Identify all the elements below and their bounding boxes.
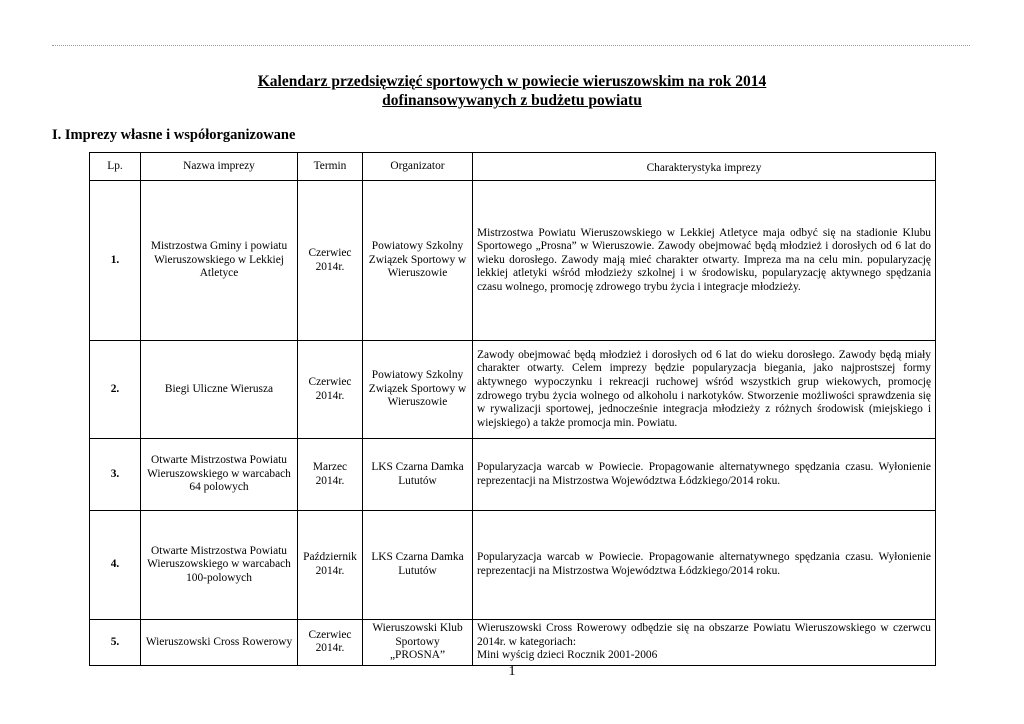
description-line: Wieruszowski Cross Rowerowy odbędzie się na obszarze Powiatu Wieruszowskiego w czerwcu 2014r. w kategoriach:: [477, 622, 931, 648]
row-organizator: LKS Czarna Damka Lututów: [363, 439, 473, 511]
row-organizator: Wieruszowski Klub Sportowy „PROSNA”: [363, 620, 473, 666]
row-description: [473, 620, 936, 666]
row-lp: 3.: [90, 439, 141, 511]
row-description: Zawody obejmować będą młodzież i dorosłych od 6 lat do wieku dorosłego. Zawody będą miały charakter otwarty. Celem imprezy będzie popularyzacja biegania, jako najprostszej formy aktywnego wypoczynku i rekreacji ruchowej wśród wszystkich grup wiekowych, promocję zdrowego trybu życia wolnego od alkoholu i narkotyków. Stworzenie możliwości sprawdzenia się w rywalizacji sportowej, jednocześnie integracja młodzieży z różnych środowisk (miejskiego i wiejskiego) a także promocja min. Powiatu.: [473, 341, 936, 439]
row-lp: 4.: [90, 511, 141, 620]
row-termin: Czerwiec 2014r.: [298, 620, 363, 666]
section-heading: I. Imprezy własne i współorganizowane: [52, 127, 296, 143]
table-row: [90, 511, 936, 620]
header-nazwa: Nazwa imprezy: [141, 153, 298, 181]
table-header-row: [90, 153, 936, 181]
title-line-1: Kalendarz przedsięwzięć sportowych w powiecie wieruszowskim na rok 2014: [257, 73, 767, 90]
row-lp: 2.: [90, 341, 141, 439]
row-description: Popularyzacja warcab w Powiecie. Propagowanie alternatywnego spędzania czasu. Wyłonienie reprezentacji na Mistrzostwa Województwa Łódzkiego/2014 roku.: [473, 439, 936, 511]
events-table: [89, 152, 936, 666]
row-name: Mistrzostwa Gminy i powiatu Wieruszowskiego w Lekkiej Atletyce: [141, 181, 298, 341]
row-name: Wieruszowski Cross Rowerowy: [141, 620, 298, 666]
row-termin: Czerwiec 2014r.: [298, 341, 363, 439]
row-description: Mistrzostwa Powiatu Wieruszowskiego w Lekkiej Atletyce maja odbyć się na stadionie Klubu Sportowego „Prosna” w Wieruszowie. Zawody obejmować będą młodzież i dorosłych od 6 lat do wieku dorosłego. Zawody mają mieć charakter otwarty. Impreza ma na celu min. popularyzację lekkiej atletyki wśród młodzieży szkolnej i w środowisku, popularyzację aktywnego spędzania czasu wolnego, promocję zdrowego trybu życia i integracje młodzieży.: [473, 181, 936, 341]
row-name: Otwarte Mistrzostwa Powiatu Wieruszowskiego w warcabach 100-polowych: [141, 511, 298, 620]
table-row: [90, 620, 936, 666]
row-termin: Czerwiec 2014r.: [298, 181, 363, 341]
row-name: Otwarte Mistrzostwa Powiatu Wieruszowskiego w warcabach 64 polowych: [141, 439, 298, 511]
title-line-2: dofinansowywanych z budżetu powiatu: [382, 92, 642, 109]
row-organizator: LKS Czarna Damka Lututów: [363, 511, 473, 620]
table-row: [90, 181, 936, 341]
table-row: [90, 439, 936, 511]
page-number: 1: [508, 664, 516, 679]
table-row: [90, 341, 936, 439]
row-organizator: Powiatowy Szkolny Związek Sportowy w Wieruszowie: [363, 181, 473, 341]
row-termin: Marzec 2014r.: [298, 439, 363, 511]
header-organizator: Organizator: [363, 153, 473, 181]
row-name: Biegi Uliczne Wierusza: [141, 341, 298, 439]
header-termin: Termin: [298, 153, 363, 181]
page-title: [0, 72, 1024, 110]
row-organizator: Powiatowy Szkolny Związek Sportowy w Wieruszowie: [363, 341, 473, 439]
row-lp: 5.: [90, 620, 141, 666]
header-divider: [52, 45, 970, 46]
header-charakterystyka: Charakterystyka imprezy: [473, 153, 936, 181]
header-lp: Lp.: [90, 153, 141, 181]
row-lp: 1.: [90, 181, 141, 341]
row-termin: Październik 2014r.: [298, 511, 363, 620]
description-line: Mini wyścig dzieci Rocznik 2001-2006: [477, 649, 658, 662]
row-description: Popularyzacja warcab w Powiecie. Propagowanie alternatywnego spędzania czasu. Wyłonienie reprezentacji na Mistrzostwa Województwa Łódzkiego/2014 roku.: [473, 511, 936, 620]
